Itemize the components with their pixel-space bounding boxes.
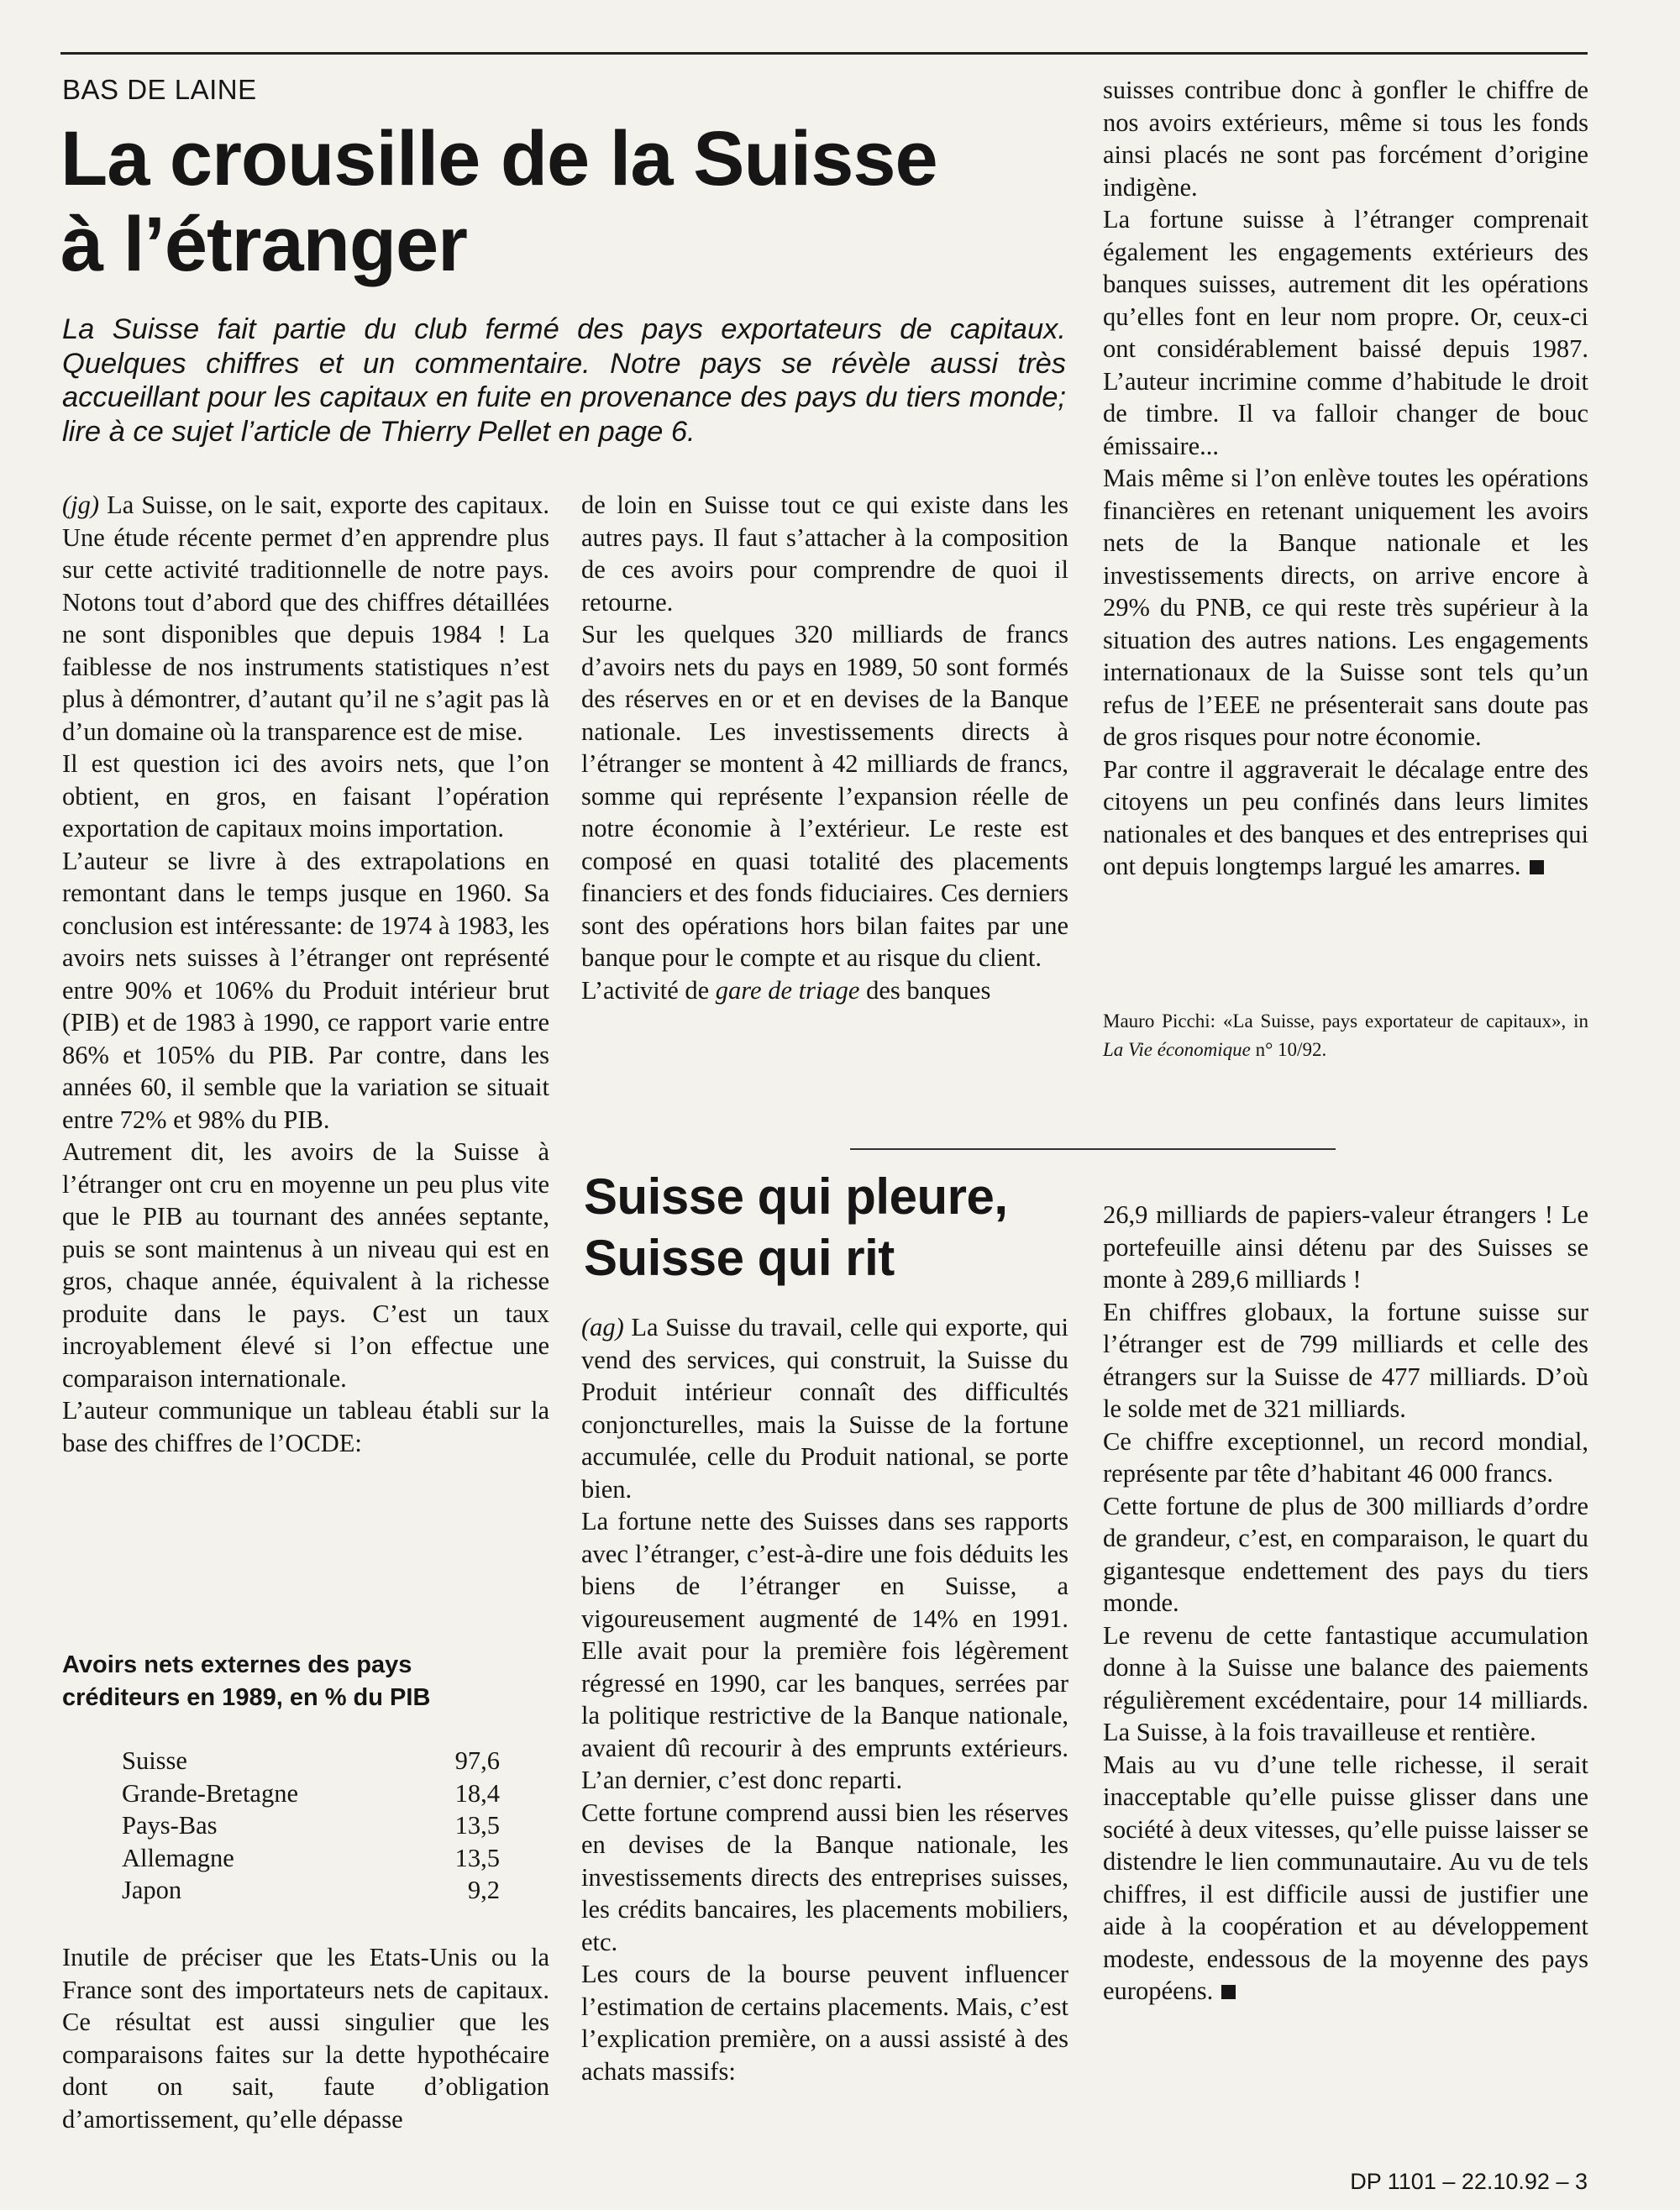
paragraph: Inutile de préciser que les Etats-Unis ou la France sont des importateurs nets de capitaux. Ce résultat est aussi singulier que les comparaisons faites sur la dette hypothécaire dont on sait, faute d’obligation d’amortissement, qu’elle dépasse — [62, 1943, 549, 2134]
source-citation — [1103, 1007, 1588, 1064]
paragraph-text: Mais au vu d’une telle richesse, il serait inacceptable qu’elle puisse glisser dans une société à deux vitesses, qu’elle puisse laisser se distendre le lien communautaire. Au vu de tels chiffres, il est difficile aussi de justifier une aide à la coopération et au développement modeste, endessous de la moyenne des pays européens. — [1103, 1750, 1588, 2005]
top-rule — [60, 52, 1588, 55]
end-mark-icon — [1530, 860, 1544, 874]
paragraph-text: des banques — [859, 975, 991, 1005]
data-table — [122, 1745, 500, 1907]
paragraph: Cette fortune de plus de 300 milliards d’ordre de grandeur, c’est, en comparaison, le quart du gigantesque endettement des pays du tiers monde. — [1103, 1491, 1588, 1617]
article1-column-1-continued — [62, 1941, 549, 2135]
title-line: à l’étranger — [60, 202, 467, 287]
paragraph: Le revenu de cette fantastique accumulation donne à la Suisse une balance des paiements régulièrement excédentaire, pour 14 milliards. La Suisse, à la fois travailleuse et rentière. — [1103, 1620, 1588, 1746]
table-row — [122, 1809, 500, 1842]
paragraph — [1103, 753, 1588, 883]
value-cell: 13,5 — [454, 1811, 500, 1840]
paragraph — [581, 974, 1068, 1007]
paragraph: Autrement dit, les avoirs de la Suisse à l’étranger ont cru en moyenne un peu plus vite que le PIB au tournant des années septante, puis se sont maintenus à un niveau qui est en gros, chaque année, équivalent à la richesse produite dans le pays. C’est un taux incroyablement élevé si l’on effectue une comparaison internationale. — [62, 1137, 549, 1393]
title-line: Suisse qui rit — [584, 1230, 895, 1286]
author-initials: (jg) — [62, 491, 100, 519]
author-initials: (ag) — [581, 1313, 624, 1341]
paragraph: Les cours de la bourse peuvent influencer l’estimation de certains placements. Mais, c’est l’explication première, on a aussi assisté à des achats massifs: — [581, 1960, 1068, 2086]
end-mark-icon — [1221, 1985, 1236, 1999]
paragraph: Mais même si l’on enlève toutes les opérations financières en retenant uniquement les avoirs nets de la Banque nationale et les investissements directs, on arrive encore à 29% du PNB, ce qui reste très supérieur à la situation des autres nations. Les engagements internationaux de la Suisse sont tels qu’un refus de l’EEE ne présenterait sans doute pas de gros risques pour notre économie. — [1103, 464, 1588, 751]
table-row — [122, 1874, 500, 1907]
article1-column-2 — [581, 489, 1068, 1006]
article1-column-1 — [62, 489, 549, 1459]
citation-text: Mauro Picchi: «La Suisse, pays exportateur de capitaux», in — [1103, 1011, 1588, 1032]
paragraph: L’auteur se livre à des extrapolations en remontant dans le temps jusque en 1960. Sa conclusion est intéressante: de 1974 à 1983, les avoirs nets suisses à l’étranger ont représenté entre 90% et 106% du Produit intérieur brut (PIB) et de 1983 à 1990, ce rapport varie entre 86% et 105% du PIB. Par contre, dans les années 60, il semble que la variation se situait entre 72% et 98% du PIB. — [62, 846, 549, 1134]
value-cell: 97,6 — [454, 1746, 500, 1775]
value-cell: 9,2 — [467, 1876, 500, 1904]
title-line: Suisse qui pleure, — [584, 1168, 1008, 1225]
section-kicker: BAS DE LAINE — [62, 74, 257, 105]
paragraph: Il est question ici des avoirs nets, que l’on obtient, en gros, en faisant l’opération exportation de capitaux moins importation. — [62, 749, 549, 843]
table-row — [122, 1842, 500, 1875]
article2-column-2 — [1103, 1199, 1588, 2008]
paragraph: L’auteur communique un tableau établi sur la base des chiffres de l’OCDE: — [62, 1396, 549, 1457]
country-cell: Allemagne — [122, 1843, 234, 1872]
country-cell: Pays-Bas — [122, 1811, 218, 1840]
paragraph: La fortune nette des Suisses dans ses rapports avec l’étranger, c’est-à-dire une fois déduits les biens de l’étranger en Suisse, a vigoureusement augmenté de 14% en 1991. Elle avait pour la première fois légèrement régressé en 1990, car les banques, serrées par la politique restrictive de la Banque nationale, avaient dû recourir à des emprunts extérieurs. L’an dernier, c’est donc reparti. — [581, 1507, 1068, 1794]
table-title: Avoirs nets externes des pays créditeurs en 1989, en % du PIB — [62, 1651, 431, 1711]
country-cell: Suisse — [122, 1746, 187, 1775]
paragraph: Ce chiffre exceptionnel, un record mondial, représente par tête d’habitant 46 000 francs. — [1103, 1426, 1588, 1488]
paragraph: La fortune suisse à l’étranger comprenait également les engagements extérieurs des banques suisses, autrement dit les opérations qu’elles font en leur nom propre. Or, ceux-ci ont considérablement baissé depuis 1987. L’auteur incrimine comme d’habitude le droit de timbre. Il va falloir changer de bouc émissaire... — [1103, 205, 1588, 460]
paragraph: de loin en Suisse tout ce qui existe dans les autres pays. Il faut s’attacher à la composition de ces avoirs pour comprendre de quoi il retourne. — [581, 491, 1068, 617]
table-row — [122, 1745, 500, 1777]
paragraph-text: La Suisse, on le sait, exporte des capitaux. Une étude récente permet d’en apprendre plus sur cette activité traditionnelle de notre pays. Notons tout d’abord que des chiffres détaillées ne sont disponibles que depuis 1984 ! La faiblesse de nos instruments statistiques n’est plus à démontrer, d’autant qu’il ne s’agit pas là d’un domaine où la transparence est de mise. — [62, 491, 549, 746]
article1-column-3 — [1103, 74, 1588, 883]
article-title — [60, 116, 1094, 287]
citation-publication: La Vie économique — [1103, 1039, 1251, 1060]
paragraph-text: L’activité de — [581, 975, 716, 1005]
paragraph: suisses contribue donc à gonfler le chiffre de nos avoirs extérieurs, même si tous les fonds ainsi placés ne sont pas forcément d’origine indigène. — [1103, 76, 1588, 202]
title-line: La crousille de la Suisse — [60, 116, 937, 202]
paragraph — [1103, 1749, 1588, 2008]
table-row — [122, 1777, 500, 1810]
italic-phrase: gare de triage — [715, 975, 860, 1005]
country-cell: Grande-Bretagne — [122, 1778, 299, 1808]
page-footer: DP 1101 – 22.10.92 – 3 — [1350, 2169, 1588, 2194]
paragraph — [62, 489, 549, 748]
paragraph-text: La Suisse du travail, celle qui exporte, qui vend des services, qui construit, la Suisse du Produit intérieur connaît des difficultés conjoncturelles, mais la Suisse de la fortune accumulée, celle du Produit national, se porte bien. — [581, 1313, 1068, 1504]
paragraph: 26,9 milliards de papiers-valeur étrangers ! Le portefeuille ainsi détenu par des Suisses se monte à 289,6 milliards ! — [1103, 1200, 1588, 1294]
article-lead: La Suisse fait partie du club fermé des pays exportateurs de capitaux. Quelques chiffres et un commentaire. Notre pays se révèle aussi très accueillant pour les capitaux en fuite en provenance des pays du tiers monde; lire à ce sujet l’article de Thierry Pellet en page 6. — [62, 313, 1066, 448]
paragraph — [581, 1311, 1068, 1505]
paragraph: En chiffres globaux, la fortune suisse sur l’étranger est de 799 milliards et celle des étrangers sur la Suisse de 477 milliards. D’où le solde met de 321 milliards. — [1103, 1297, 1588, 1423]
citation-text: n° 10/92. — [1250, 1039, 1327, 1060]
paragraph: Sur les quelques 320 milliards de francs d’avoirs nets du pays en 1989, 50 sont formés des réserves en or et en devises de la Banque nationale. Les investissements directs à l’étranger se montent à 42 milliards de francs, somme qui représente l’expansion réelle de notre économie à l’extérieur. Le reste est composé en quasi totalité des placements financiers et des fonds fiduciaires. Ces derniers sont des opérations hors bilan faites par une banque pour le compte et au risque du client. — [581, 620, 1068, 972]
article2-title — [584, 1166, 1071, 1289]
article2-column-1 — [581, 1311, 1068, 2087]
paragraph: Cette fortune comprend aussi bien les réserves en devises de la Banque nationale, les investissements directs des entreprises suisses, les crédits bancaires, les placements mobiliers, etc. — [581, 1798, 1068, 1956]
value-cell: 13,5 — [454, 1843, 500, 1872]
value-cell: 18,4 — [454, 1778, 500, 1808]
paragraph-text: Par contre il aggraverait le décalage entre des citoyens un peu confinés dans leurs limites nationales et des banques et des entreprises qui ont depuis longtemps largué les amarres. — [1103, 754, 1588, 880]
section-divider — [850, 1148, 1336, 1150]
country-cell: Japon — [122, 1876, 182, 1904]
